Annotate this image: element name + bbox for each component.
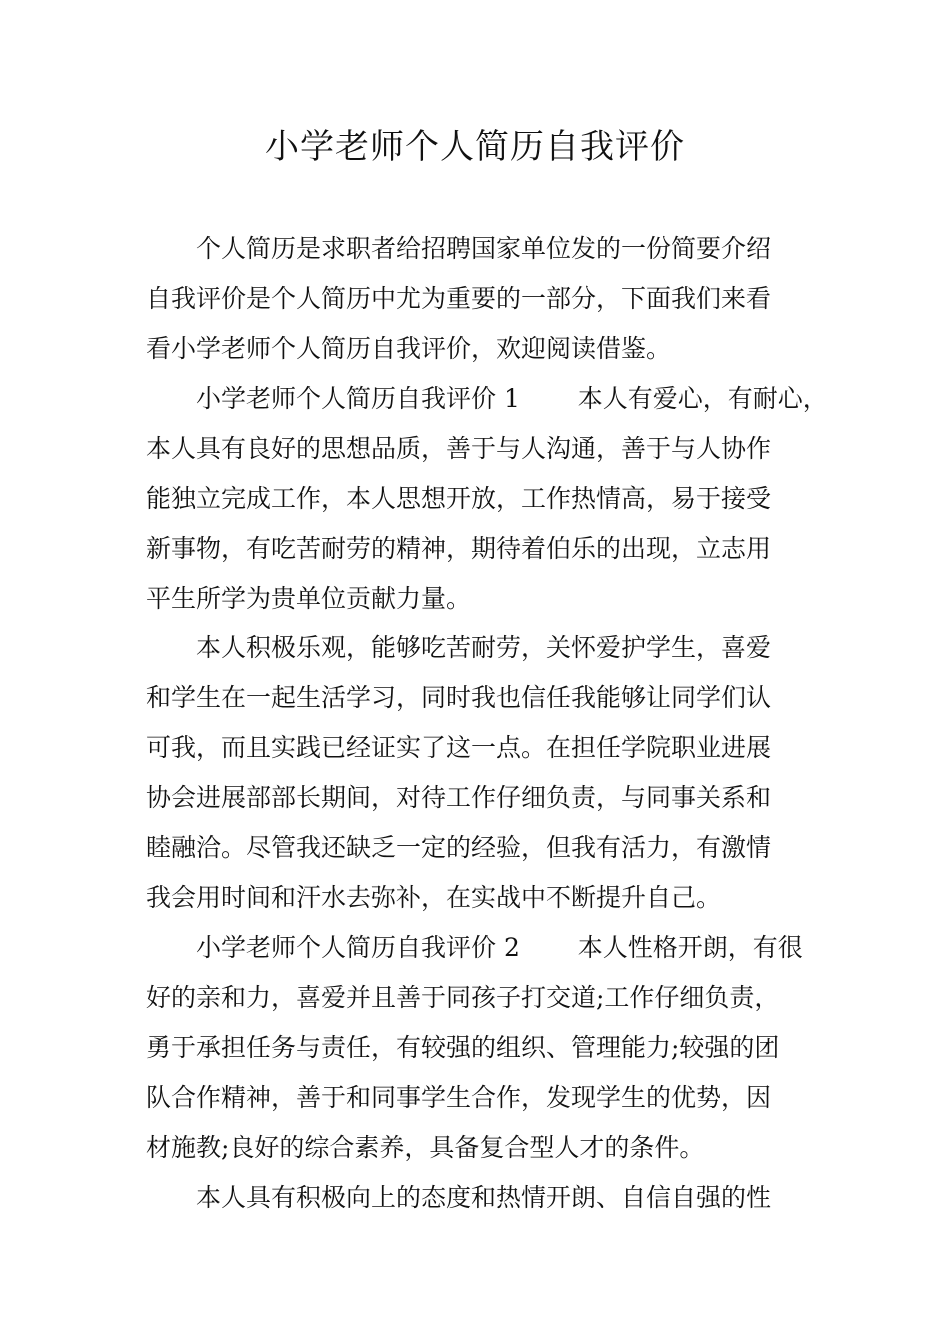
text-line: 能独立完成工作，本人思想开放，工作热情高，易于接受 — [146, 484, 772, 513]
text-line: 看小学老师个人简历自我评价，欢迎阅读借鉴。 — [146, 334, 672, 363]
text-line: 本人具有良好的思想品质，善于与人沟通，善于与人协作 — [146, 434, 772, 463]
text-line: 勇于承担任务与责任，有较强的组织、管理能力;较强的团 — [146, 1033, 780, 1062]
document-title: 小学老师个人简历自我评价 — [265, 127, 685, 167]
text-line: 材施教;良好的综合素养，具备复合型人才的条件。 — [146, 1133, 705, 1162]
text-line: 自我评价是个人简历中尤为重要的一部分，下面我们来看 — [146, 284, 772, 313]
text-line: 小学老师个人简历自我评价 2 本人性格开朗，有很 — [196, 933, 803, 962]
text-line: 可我，而且实践已经证实了这一点。在担任学院职业进展 — [146, 733, 772, 762]
text-line: 本人积极乐观，能够吃苦耐劳，关怀爱护学生，喜爱 — [196, 633, 772, 662]
text-line: 我会用时间和汗水去弥补，在实战中不断提升自己。 — [146, 883, 722, 912]
text-line: 本人具有积极向上的态度和热情开朗、自信自强的性 — [196, 1183, 772, 1212]
text-line: 队合作精神，善于和同事学生合作，发现学生的优势，因 — [146, 1083, 772, 1112]
text-line: 个人简历是求职者给招聘国家单位发的一份简要介绍 — [196, 234, 772, 263]
text-line: 和学生在一起生活学习，同时我也信任我能够让同学们认 — [146, 683, 772, 712]
text-line: 平生所学为贵单位贡献力量。 — [146, 584, 472, 613]
text-line: 协会进展部部长期间，对待工作仔细负责，与同事关系和 — [146, 783, 772, 812]
text-line: 好的亲和力，喜爱并且善于同孩子打交道;工作仔细负责， — [146, 983, 780, 1012]
text-line: 新事物，有吃苦耐劳的精神，期待着伯乐的出现，立志用 — [146, 534, 772, 563]
text-line: 睦融洽。尽管我还缺乏一定的经验，但我有活力，有激情 — [146, 833, 772, 862]
text-line: 小学老师个人简历自我评价 1 本人有爱心，有耐心， — [196, 384, 828, 413]
